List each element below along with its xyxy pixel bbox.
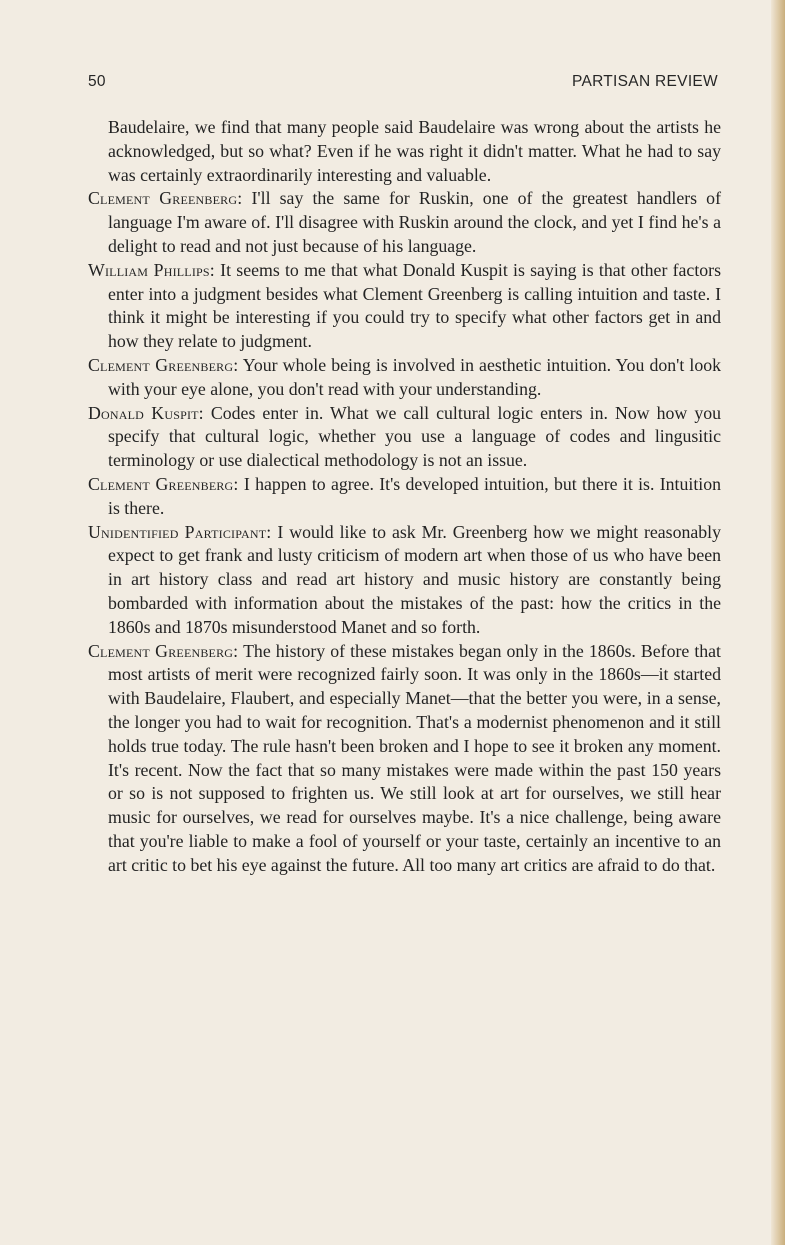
speaker-name: William Phillips: bbox=[88, 259, 215, 280]
exchange-paragraph bbox=[88, 640, 721, 878]
speaker-name: Clement Greenberg: bbox=[88, 640, 239, 661]
book-spine-shadow bbox=[771, 0, 785, 1245]
speaker-name: Donald Kuspit: bbox=[88, 402, 204, 423]
speaker-name: Unidentified Participant: bbox=[88, 521, 272, 542]
speech-text: Your whole being is involved in aesthetic intuition. You don't look with your eye alone, you don't read with your understanding. bbox=[108, 354, 721, 399]
exchange-paragraph bbox=[88, 521, 721, 640]
exchange-paragraph bbox=[88, 354, 721, 402]
speaker-name: Clement Greenberg: bbox=[88, 188, 243, 209]
speech-text: The history of these mistakes began only in the 1860s. Before that most artists of merit were recognized fairly soon. It was only in the 1860s—it started with Baudelaire, Flaubert, and especially Manet—that the better you were, in a sense, the longer you had to wait for recognition. That's a modernist phenomenon and it still holds true today. The rule hasn't been broken and I hope to see it broken any moment. It's recent. Now the fact that so many mistakes were made within the past 150 years or so is not supposed to frighten us. We still look at art for ourselves, we still hear music for ourselves, we read for ourselves maybe. It's a nice challenge, being aware that you're liable to make a fool of yourself or your taste, certainly an incentive to an art critic to bet his eye against the future. All too many art critics are afraid to do that. bbox=[108, 640, 721, 875]
speaker-name: Clement Greenberg: bbox=[88, 473, 239, 494]
speech-text: I would like to ask Mr. Greenberg how we might reasonably expect to get frank and lusty criticism of modern art when those of us who have been in art history class and read art history and music history are constantly being bombarded with information about the mistakes of the past: how the critics in the 1860s and 1870s misunderstood Manet and so forth. bbox=[108, 521, 721, 637]
opening-paragraph: Baudelaire, we find that many people said Baudelaire was wrong about the artists he acknowledged, but so what? Even if he was right it didn't matter. What he had to say was certainly extraordinarily interesting and valuable. bbox=[108, 117, 721, 185]
speech-text: I'll say the same for Ruskin, one of the greatest handlers of language I'm aware of. I'll disagree with Ruskin around the clock, and yet I find he's a delight to read and not just because of his language. bbox=[108, 188, 721, 256]
speech-text: It seems to me that what Donald Kuspit is saying is that other factors enter into a judgment besides what Clement Greenberg is calling intuition and taste. I think it might be interesting if you could try to specify what other factors get in and how they relate to judgment. bbox=[108, 259, 721, 352]
speaker-name: Clement Greenberg: bbox=[88, 354, 239, 375]
running-head: PARTISAN REVIEW bbox=[571, 73, 718, 90]
exchange-paragraph bbox=[88, 259, 721, 354]
speech-text: I happen to agree. It's developed intuition, but there it is. Intuition is there. bbox=[108, 473, 721, 518]
exchange-paragraph bbox=[88, 473, 721, 521]
speech-text: Codes enter in. What we call cultural logic enters in. Now how you specify that cultural logic, whether you use a language of codes and lingusitic terminology or use dialectical methodology is not an issue. bbox=[108, 402, 722, 471]
exchange-paragraph bbox=[88, 187, 721, 258]
page-header bbox=[88, 73, 718, 97]
page-body bbox=[88, 116, 721, 878]
page-number: 50 bbox=[88, 73, 106, 90]
exchange-paragraph bbox=[88, 402, 721, 473]
